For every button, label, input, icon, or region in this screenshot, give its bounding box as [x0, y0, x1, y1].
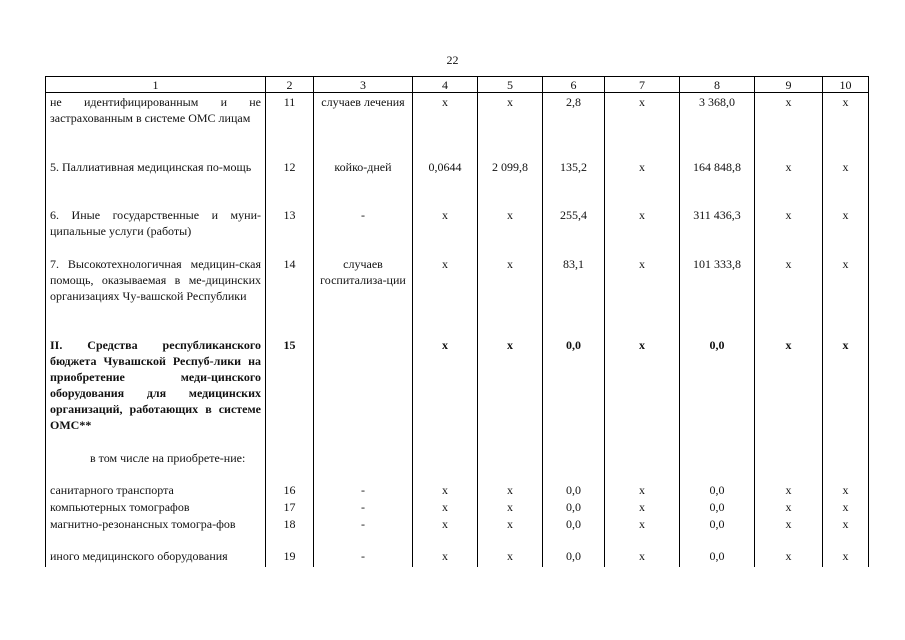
value-cell: х — [823, 481, 869, 498]
unit-cell: случаев лечения — [314, 93, 413, 158]
table-row — [46, 158, 869, 206]
value-cell: х — [755, 336, 823, 449]
value-cell: х — [413, 547, 478, 567]
value-cell: х — [823, 515, 869, 547]
table-row — [46, 547, 869, 567]
value-cell: х — [755, 206, 823, 255]
row-number: 18 — [266, 515, 314, 547]
value-cell: х — [823, 255, 869, 336]
value-cell: 0,0 — [680, 515, 755, 547]
value-cell: 164 848,8 — [680, 158, 755, 206]
value-cell: х — [413, 93, 478, 158]
column-header: 8 — [680, 77, 755, 93]
row-number: 11 — [266, 93, 314, 158]
table-row — [46, 206, 869, 255]
value-cell: 0,0 — [680, 481, 755, 498]
row-description: компьютерных томографов — [46, 498, 266, 515]
column-header: 5 — [478, 77, 543, 93]
unit-cell: койко-дней — [314, 158, 413, 206]
value-cell: 2,8 — [543, 93, 605, 158]
row-description: 5. Паллиативная медицинская по-мощь — [46, 158, 266, 206]
value-cell: 0,0 — [543, 498, 605, 515]
value-cell: х — [413, 498, 478, 515]
row-number: 15 — [266, 336, 314, 449]
value-cell: х — [605, 206, 680, 255]
value-cell: х — [755, 498, 823, 515]
value-cell: 0,0 — [680, 498, 755, 515]
section-description: II. Средства республиканского бюджета Чувашской Респуб-лики на приобретение меди-цинского оборудования для медицинских организаций, работающих в системе ОМС** — [46, 336, 266, 449]
value-cell: х — [605, 481, 680, 498]
column-header: 3 — [314, 77, 413, 93]
value-cell: х — [413, 336, 478, 449]
row-description: иного медицинского оборудования — [46, 547, 266, 567]
unit-cell: случаев госпитализа-ции — [314, 255, 413, 336]
value-cell: х — [605, 515, 680, 547]
value-cell: х — [478, 515, 543, 547]
column-header: 9 — [755, 77, 823, 93]
value-cell: х — [413, 255, 478, 336]
unit-cell: - — [314, 481, 413, 498]
column-header: 4 — [413, 77, 478, 93]
value-cell: х — [478, 498, 543, 515]
subheading-description: в том числе на приобрете-ние: — [46, 449, 266, 481]
value-cell: 0,0 — [543, 336, 605, 449]
row-description: 6. Иные государственные и муни-ципальные услуги (работы) — [46, 206, 266, 255]
value-cell: 3 368,0 — [680, 93, 755, 158]
row-number: 16 — [266, 481, 314, 498]
value-cell: х — [755, 481, 823, 498]
table-row — [46, 498, 869, 515]
value-cell: х — [823, 498, 869, 515]
value-cell: х — [605, 336, 680, 449]
value-cell: х — [605, 547, 680, 567]
table-row — [46, 515, 869, 547]
value-cell: 2 099,8 — [478, 158, 543, 206]
unit-cell — [314, 336, 413, 449]
column-header: 6 — [543, 77, 605, 93]
value-cell: х — [413, 515, 478, 547]
value-cell: х — [823, 336, 869, 449]
value-cell: х — [413, 206, 478, 255]
value-cell: х — [823, 158, 869, 206]
value-cell: х — [605, 93, 680, 158]
row-number: 13 — [266, 206, 314, 255]
row-description: санитарного транспорта — [46, 481, 266, 498]
value-cell: х — [755, 547, 823, 567]
row-description: не идентифицированным и не застрахованным в системе ОМС лицам — [46, 93, 266, 158]
unit-cell: - — [314, 515, 413, 547]
unit-cell: - — [314, 206, 413, 255]
data-table — [45, 76, 869, 567]
unit-cell: - — [314, 498, 413, 515]
row-number: 17 — [266, 498, 314, 515]
value-cell: 255,4 — [543, 206, 605, 255]
value-cell: х — [823, 93, 869, 158]
value-cell: х — [605, 498, 680, 515]
value-cell: х — [823, 206, 869, 255]
value-cell: х — [755, 515, 823, 547]
value-cell: х — [478, 93, 543, 158]
value-cell: 83,1 — [543, 255, 605, 336]
value-cell: 0,0 — [680, 547, 755, 567]
value-cell: 311 436,3 — [680, 206, 755, 255]
table-row-subheading — [46, 449, 869, 481]
value-cell: х — [755, 93, 823, 158]
value-cell: х — [478, 336, 543, 449]
table-row — [46, 93, 869, 158]
value-cell: х — [605, 158, 680, 206]
value-cell: 0,0 — [543, 515, 605, 547]
value-cell: 0,0644 — [413, 158, 478, 206]
column-header: 1 — [46, 77, 266, 93]
value-cell: х — [755, 255, 823, 336]
value-cell: х — [605, 255, 680, 336]
value-cell: х — [478, 547, 543, 567]
value-cell: 0,0 — [543, 547, 605, 567]
value-cell: х — [478, 481, 543, 498]
value-cell: х — [823, 547, 869, 567]
value-cell: х — [413, 481, 478, 498]
table-row — [46, 481, 869, 498]
table-row-section — [46, 336, 869, 449]
column-header: 10 — [823, 77, 869, 93]
row-description: 7. Высокотехнологичная медицин-ская помощь, оказываемая в ме-дицинских организациях Чу-вашской Республики — [46, 255, 266, 336]
column-header: 7 — [605, 77, 680, 93]
value-cell: 0,0 — [543, 481, 605, 498]
value-cell: 135,2 — [543, 158, 605, 206]
value-cell: х — [755, 158, 823, 206]
value-cell: х — [478, 255, 543, 336]
unit-cell: - — [314, 547, 413, 567]
header-row — [46, 77, 869, 93]
value-cell: х — [478, 206, 543, 255]
row-number: 19 — [266, 547, 314, 567]
column-header: 2 — [266, 77, 314, 93]
value-cell: 0,0 — [680, 336, 755, 449]
row-number: 12 — [266, 158, 314, 206]
value-cell: 101 333,8 — [680, 255, 755, 336]
table-row — [46, 255, 869, 336]
row-number: 14 — [266, 255, 314, 336]
row-description: магнитно-резонансных томогра-фов — [46, 515, 266, 547]
page-number: 22 — [446, 53, 459, 67]
